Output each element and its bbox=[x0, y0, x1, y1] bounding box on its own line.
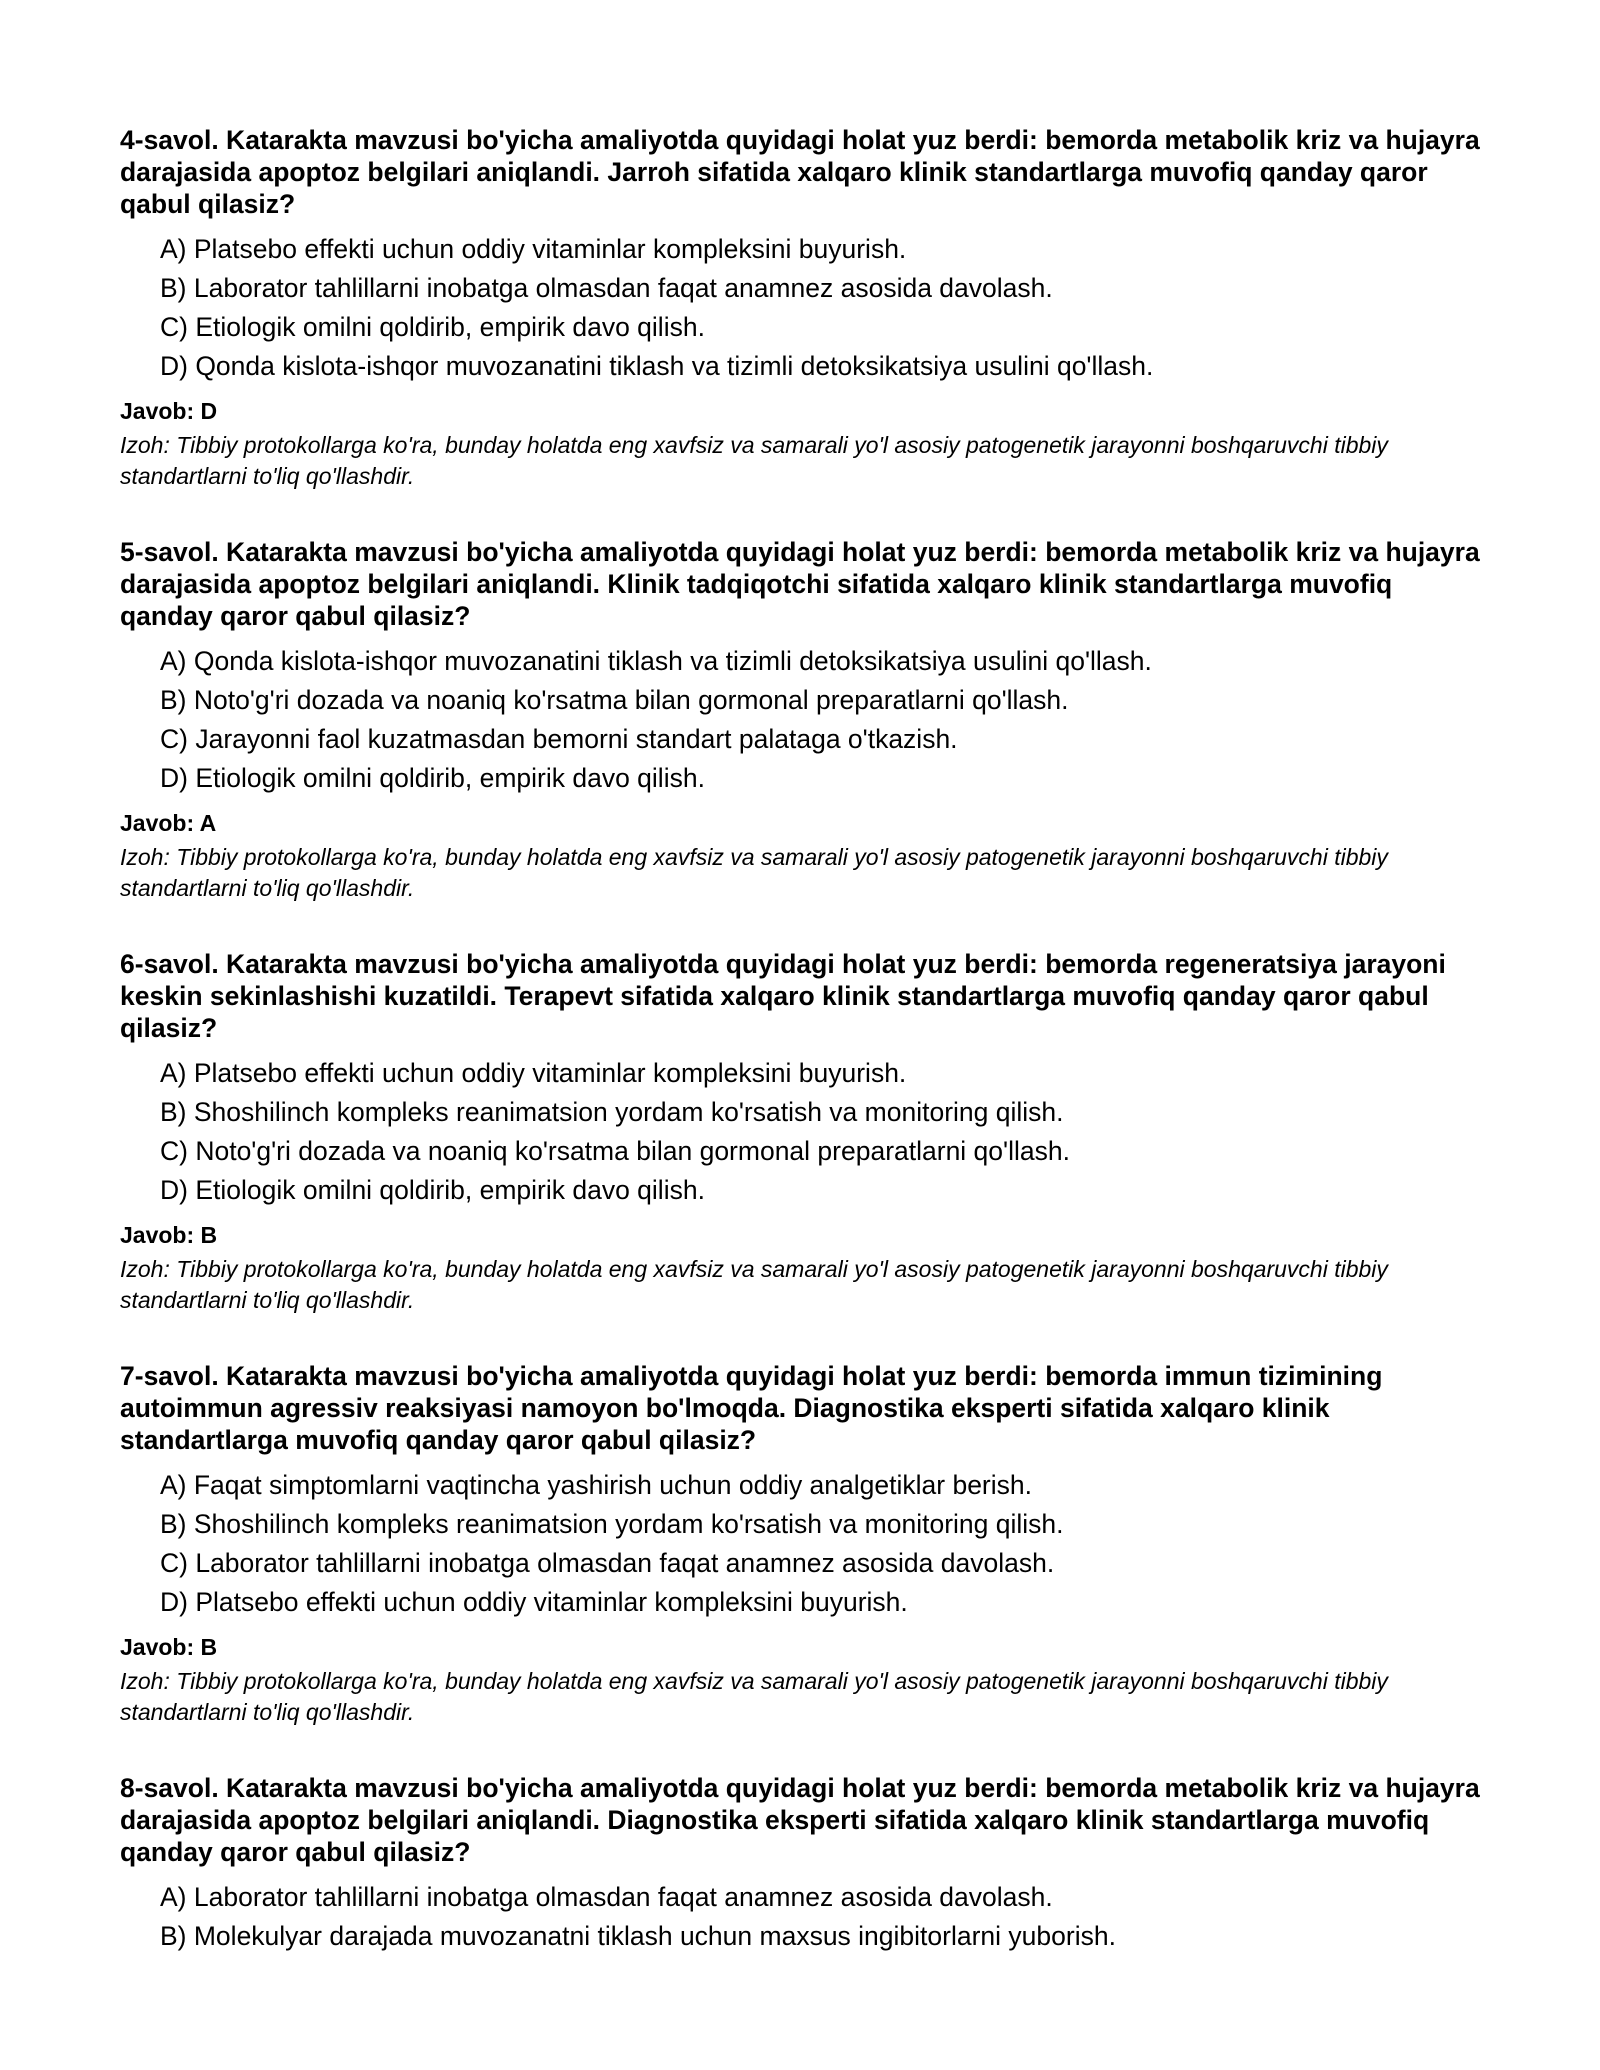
option-b: B) Shoshilinch kompleks reanimatsion yordam ko'rsatish va monitoring qilish. bbox=[160, 1509, 1064, 1539]
option-d: D) Etiologik omilni qoldirib, empirik davo qilish. bbox=[160, 763, 705, 793]
answer-label: Javob: D bbox=[120, 398, 218, 424]
question-title: 7-savol. Katarakta mavzusi bo'yicha amaliyotda quyidagi holat yuz berdi: bemorda immun tizimining autoimmun agressiv reaksiyasi namoyon bo'lmoqda. Diagnostika eksperti sifatida xalqaro klinik standartlarga muvofiq qanday qaror qabul qilasiz? bbox=[120, 1361, 1383, 1455]
explanation-text: Izoh: Tibbiy protokollarga ko'ra, bunday holatda eng xavfsiz va samarali yo'l asosiy patogenetik jarayonni boshqaruvchi tibbiy standartlarni to'liq qo'llashdir. bbox=[120, 1256, 1388, 1313]
explanation-text: Izoh: Tibbiy protokollarga ko'ra, bunday holatda eng xavfsiz va samarali yo'l asosiy patogenetik jarayonni boshqaruvchi tibbiy standartlarni to'liq qo'llashdir. bbox=[120, 432, 1388, 489]
question-title: 6-savol. Katarakta mavzusi bo'yicha amaliyotda quyidagi holat yuz berdi: bemorda regeneratsiya jarayoni keskin sekinlashishi kuzatildi. Terapevt sifatida xalqaro klinik standartlarga muvofiq qanday qaror qabul qilasiz? bbox=[120, 949, 1446, 1043]
option-list bbox=[120, 642, 1480, 798]
question-block bbox=[120, 1360, 1480, 1728]
option-a: A) Platsebo effekti uchun oddiy vitaminlar kompleksini buyurish. bbox=[160, 234, 907, 264]
question-block bbox=[120, 948, 1480, 1316]
option-b: B) Shoshilinch kompleks reanimatsion yordam ko'rsatish va monitoring qilish. bbox=[160, 1097, 1064, 1127]
option-c: C) Noto'g'ri dozada va noaniq ko'rsatma bilan gormonal preparatlarni qo'llash. bbox=[160, 1136, 1070, 1166]
option-b: B) Laborator tahlillarni inobatga olmasdan faqat anamnez asosida davolash. bbox=[160, 273, 1053, 303]
option-c: C) Laborator tahlillarni inobatga olmasdan faqat anamnez asosida davolash. bbox=[160, 1548, 1055, 1578]
option-a: A) Platsebo effekti uchun oddiy vitaminlar kompleksini buyurish. bbox=[160, 1058, 907, 1088]
option-d: D) Etiologik omilni qoldirib, empirik davo qilish. bbox=[160, 1175, 705, 1205]
option-list bbox=[120, 1054, 1480, 1210]
question-block bbox=[120, 536, 1480, 904]
question-title: 8-savol. Katarakta mavzusi bo'yicha amaliyotda quyidagi holat yuz berdi: bemorda metabolik kriz va hujayra darajasida apoptoz belgilari aniqlandi. Diagnostika eksperti sifatida xalqaro klinik standartlarga muvofiq qanday qaror qabul qilasiz? bbox=[120, 1773, 1480, 1867]
answer-label: Javob: B bbox=[120, 1634, 218, 1660]
option-a: A) Faqat simptomlarni vaqtincha yashirish uchun oddiy analgetiklar berish. bbox=[160, 1470, 1032, 1500]
explanation-text: Izoh: Tibbiy protokollarga ko'ra, bunday holatda eng xavfsiz va samarali yo'l asosiy patogenetik jarayonni boshqaruvchi tibbiy standartlarni to'liq qo'llashdir. bbox=[120, 1668, 1388, 1725]
question-block bbox=[120, 124, 1480, 492]
option-a: A) Qonda kislota-ishqor muvozanatini tiklash va tizimli detoksikatsiya usulini qo'llash. bbox=[160, 646, 1152, 676]
option-d: D) Platsebo effekti uchun oddiy vitaminlar kompleksini buyurish. bbox=[160, 1587, 908, 1617]
question-title: 4-savol. Katarakta mavzusi bo'yicha amaliyotda quyidagi holat yuz berdi: bemorda metabolik kriz va hujayra darajasida apoptoz belgilari aniqlandi. Jarroh sifatida xalqaro klinik standartlarga muvofiq qanday qaror qabul qilasiz? bbox=[120, 125, 1480, 219]
document-page bbox=[120, 124, 1480, 2000]
question-block bbox=[120, 1772, 1480, 1956]
option-list bbox=[120, 1878, 1480, 1956]
answer-label: Javob: B bbox=[120, 1222, 218, 1248]
option-c: C) Jarayonni faol kuzatmasdan bemorni standart palataga o'tkazish. bbox=[160, 724, 958, 754]
option-c: C) Etiologik omilni qoldirib, empirik davo qilish. bbox=[160, 312, 705, 342]
option-list bbox=[120, 1466, 1480, 1622]
answer-label: Javob: A bbox=[120, 810, 217, 836]
option-list bbox=[120, 230, 1480, 386]
explanation-text: Izoh: Tibbiy protokollarga ko'ra, bunday holatda eng xavfsiz va samarali yo'l asosiy patogenetik jarayonni boshqaruvchi tibbiy standartlarni to'liq qo'llashdir. bbox=[120, 844, 1388, 901]
option-b: B) Noto'g'ri dozada va noaniq ko'rsatma bilan gormonal preparatlarni qo'llash. bbox=[160, 685, 1069, 715]
option-a: A) Laborator tahlillarni inobatga olmasdan faqat anamnez asosida davolash. bbox=[160, 1882, 1053, 1912]
option-d: D) Qonda kislota-ishqor muvozanatini tiklash va tizimli detoksikatsiya usulini qo'llash. bbox=[160, 351, 1154, 381]
question-title: 5-savol. Katarakta mavzusi bo'yicha amaliyotda quyidagi holat yuz berdi: bemorda metabolik kriz va hujayra darajasida apoptoz belgilari aniqlandi. Klinik tadqiqotchi sifatida xalqaro klinik standartlarga muvofiq qanday qaror qabul qilasiz? bbox=[120, 537, 1480, 631]
option-b: B) Molekulyar darajada muvozanatni tiklash uchun maxsus ingibitorlarni yuborish. bbox=[160, 1921, 1116, 1951]
